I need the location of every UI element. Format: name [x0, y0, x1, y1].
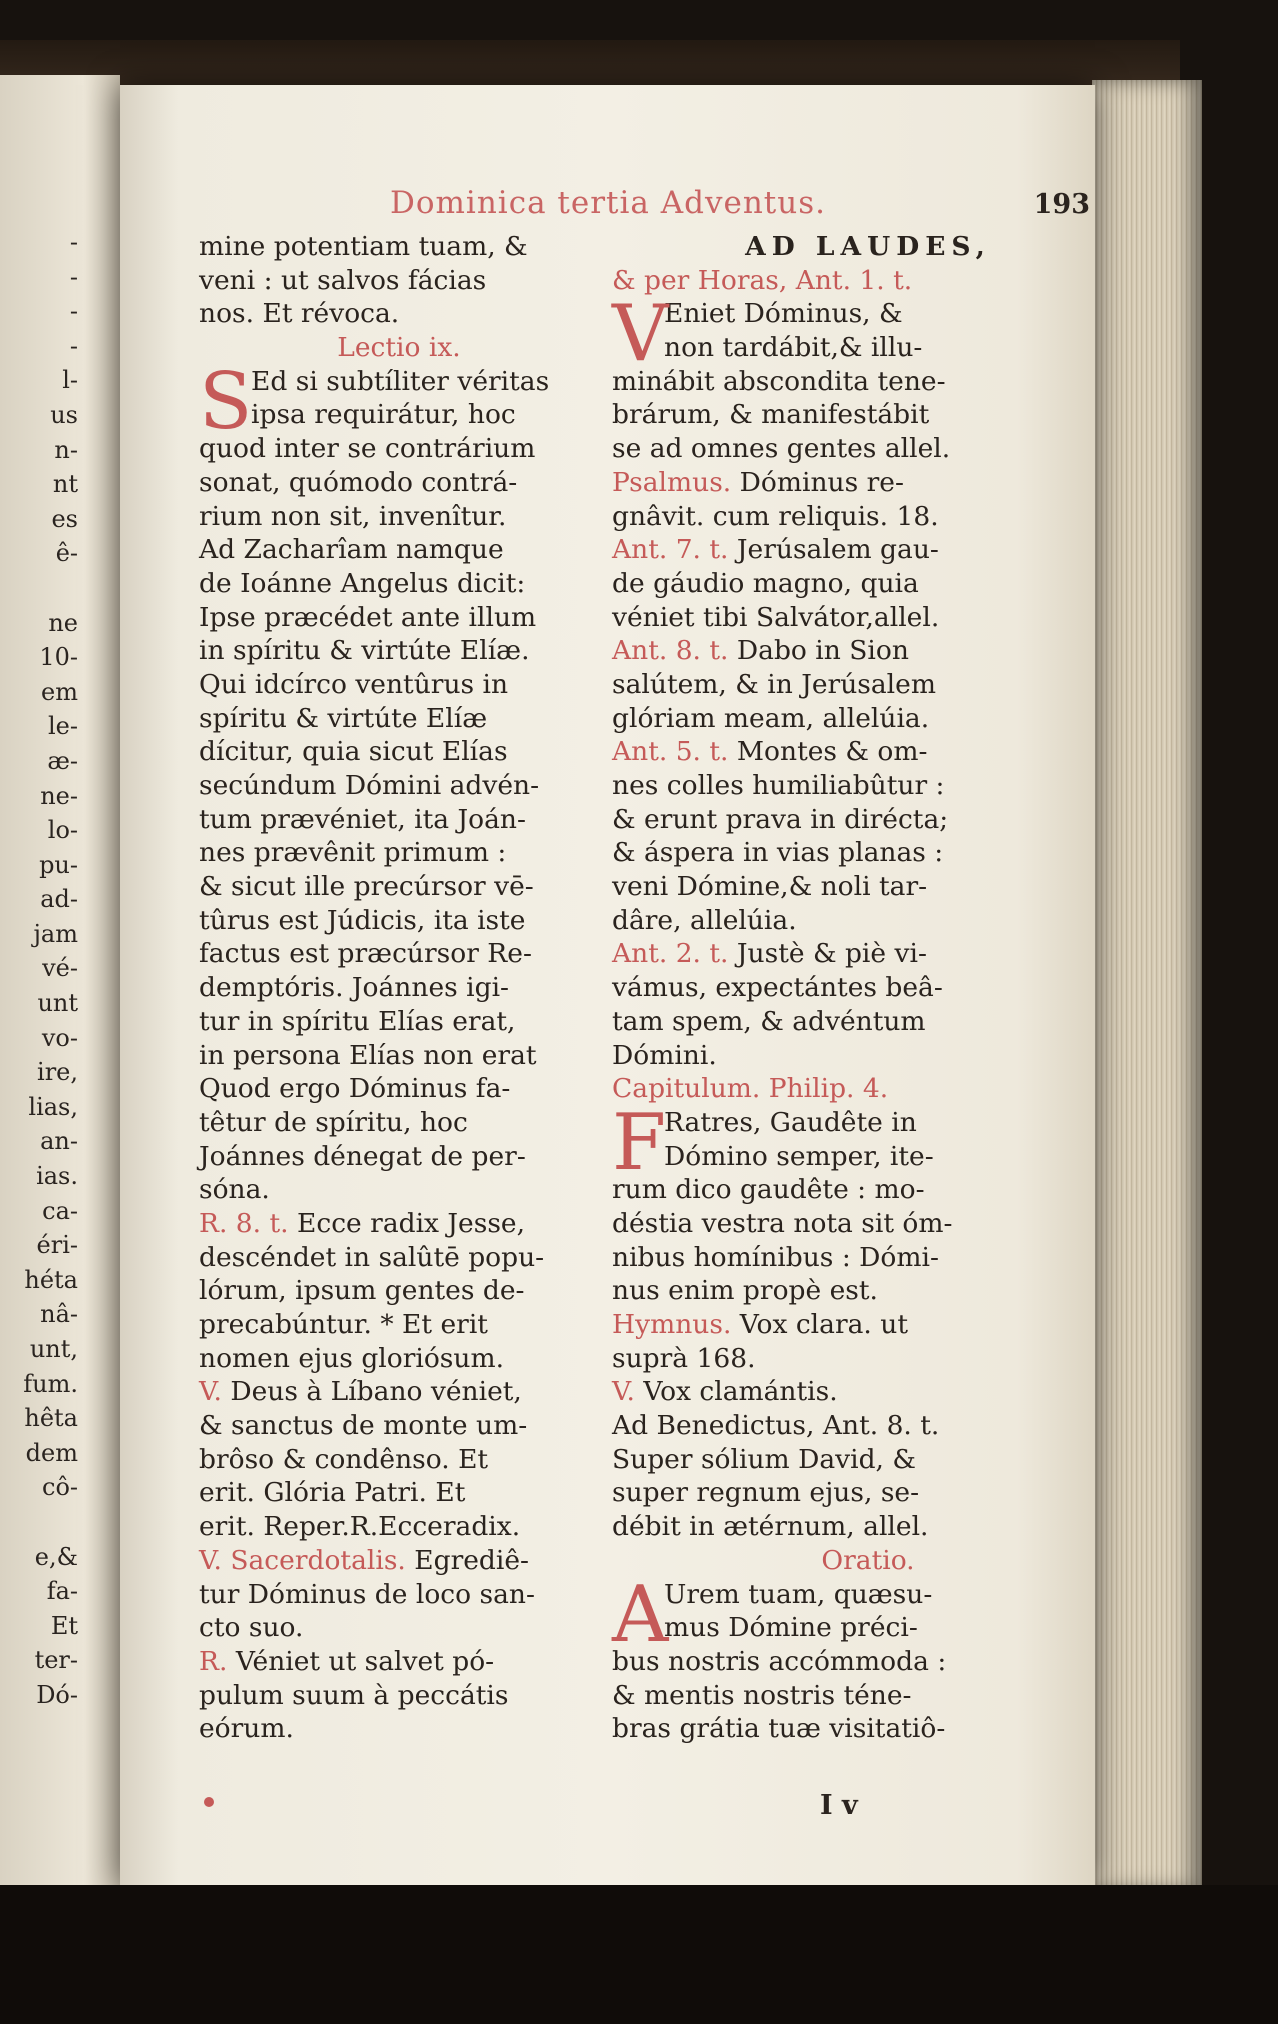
left-column-line: Lectio ix.	[337, 332, 461, 364]
left-fragment-line	[0, 571, 120, 606]
line-text: Dabo in Sion	[728, 635, 909, 667]
rubric: V.	[199, 1376, 222, 1408]
rubric-dot	[204, 1797, 214, 1807]
left-column-line: factus est præcúrsor Re-	[199, 938, 532, 970]
left-fragment-line: cô-	[42, 1473, 78, 1502]
left-page-text-fragments	[0, 225, 120, 1713]
right-column-line: dâre, allelúia.	[612, 904, 797, 936]
right-page	[120, 85, 1095, 1885]
right-column-line: vámus, expectántes beâ-	[612, 972, 943, 1004]
left-fragment-line: lo-	[47, 816, 78, 845]
right-column-line	[612, 735, 1124, 769]
left-fragment-line: ter-	[34, 1646, 78, 1675]
right-column-line	[612, 466, 1124, 500]
left-column-line	[199, 1544, 599, 1578]
line-text: Eniet Dóminus, &	[664, 298, 903, 330]
right-column-line: & mentis nostris téne-	[612, 1679, 912, 1711]
right-column-line: gnâvit. cum reliquis. 18.	[612, 500, 939, 532]
right-column-line	[612, 1308, 1124, 1342]
left-fragment-line: us	[50, 400, 78, 429]
drop-cap: A	[612, 1569, 669, 1660]
left-column-line	[199, 1207, 599, 1241]
left-column-line: brôso & condênso. Et	[199, 1443, 489, 1475]
left-column-line: cto suo.	[199, 1612, 304, 1644]
drop-cap: V	[612, 289, 669, 380]
left-column-line: demptóris. Joánnes igi-	[199, 972, 510, 1004]
right-column-line: rum dico gaudête : mo-	[612, 1174, 925, 1206]
left-fragment-line: jam	[33, 919, 78, 948]
left-column-line: veni : ut salvos fácias	[199, 264, 487, 296]
line-text: Montes & om-	[728, 736, 928, 768]
left-fragment-line: -	[69, 228, 78, 256]
left-fragment-line: em	[41, 677, 78, 706]
rubric: Ant. 2. t.	[612, 938, 729, 970]
right-column-line: Oratio.	[821, 1544, 915, 1576]
left-column-line: tûrus est Júdicis, ita iste	[199, 904, 526, 936]
left-fragment-line: es	[51, 504, 78, 533]
line-text: Deus à Líbano véniet,	[221, 1376, 522, 1408]
left-column-line: nos. Et révoca.	[199, 298, 400, 330]
right-column-line: Dómino semper, ite-	[664, 1140, 934, 1172]
right-column-line: bus nostris accómmoda :	[612, 1645, 947, 1677]
left-column-line: têtur de spíritu, hoc	[199, 1106, 468, 1138]
left-column	[199, 230, 599, 1746]
line-text: Urem tuam, quæsu-	[664, 1578, 933, 1610]
left-fragment-line: ê-	[55, 539, 78, 568]
left-column-line: & sanctus de monte um-	[199, 1410, 528, 1442]
left-fragment-line: l-	[62, 366, 78, 395]
left-column-line: eórum.	[199, 1713, 294, 1745]
line-text: Jerúsalem gau-	[728, 534, 939, 566]
left-fragment-line: fum.	[23, 1369, 78, 1398]
rubric: R.	[199, 1645, 228, 1677]
right-column-line: suprà 168.	[612, 1342, 756, 1374]
left-fragment-line	[0, 1505, 120, 1540]
right-column-line: super regnum ejus, se-	[612, 1477, 920, 1509]
left-fragment-line: Et	[50, 1611, 78, 1640]
line-text: Egrediê-	[405, 1544, 530, 1576]
right-column-line: Ad Benedictus, Ant. 8. t.	[612, 1410, 940, 1442]
right-column-line	[612, 1375, 1124, 1409]
left-fragment-line: -	[69, 331, 78, 360]
right-column-line: débit in ætérnum, allel.	[612, 1511, 929, 1543]
right-column-line: & áspera in vias planas :	[612, 837, 944, 869]
left-column-line: in persona Elías non erat	[199, 1039, 537, 1071]
left-column-line: sóna.	[199, 1174, 270, 1206]
right-column-line: nes colles humiliabûtur :	[612, 770, 945, 801]
right-column-line: bras grátia tuæ visitatiô-	[612, 1713, 946, 1745]
right-column-line: tam spem, & advéntum	[612, 1005, 926, 1037]
left-fragment-line: ire,	[37, 1058, 78, 1087]
left-column-line: quod inter se contrárium	[199, 433, 536, 465]
left-column-line: ipsa requirátur, hoc	[251, 399, 516, 431]
right-column-line: se ad omnes gentes allel.	[612, 433, 951, 465]
left-column-line: secúndum Dómini advén-	[199, 770, 540, 801]
right-column-line: non tardábit,& illu-	[664, 332, 923, 364]
rubric: Ant. 5. t.	[612, 736, 729, 768]
left-fragment-line: æ-	[47, 746, 78, 775]
left-column-line: rium non sit, invenîtur.	[199, 500, 507, 532]
left-fragment-line: Dó-	[36, 1680, 78, 1709]
left-fragment-line: ne-	[40, 781, 78, 810]
left-fragment-line: -	[69, 262, 78, 291]
right-column-line: & per Horas, Ant. 1. t.	[612, 264, 913, 296]
page-number: 193	[1033, 189, 1090, 220]
left-column-line: dícitur, quia sicut Elías	[199, 736, 508, 768]
left-fragment-line: -	[69, 297, 78, 326]
left-fragment-line: nt	[52, 470, 78, 499]
left-column-line: spíritu & virtúte Elíæ	[199, 702, 488, 734]
left-column-line: pulum suum à peccátis	[199, 1679, 509, 1711]
rubric: Psalmus.	[612, 466, 732, 498]
left-column-line: & sicut ille precúrsor vē-	[199, 871, 534, 903]
left-column-line: Quod ergo Dóminus fa-	[199, 1073, 511, 1105]
line-text: Ratres, Gaudête in	[664, 1106, 917, 1138]
left-fragment-line: lias,	[28, 1092, 78, 1121]
left-fragment-line: unt,	[29, 1335, 78, 1363]
line-text: Vox clamántis.	[634, 1376, 838, 1408]
rubric: V.	[612, 1376, 635, 1408]
drop-cap: F	[612, 1097, 667, 1188]
left-column-line: in spíritu & virtúte Elíæ.	[199, 635, 530, 667]
right-column-line: brárum, & manifestábit	[612, 399, 930, 431]
left-fragment-line: ne	[48, 608, 78, 637]
bottom-shadow	[0, 1885, 1278, 2024]
left-column-line: Joánnes dénegat de per-	[199, 1140, 526, 1172]
left-column-line: erit. Reper.R.Ecceradix.	[199, 1511, 521, 1543]
left-column-line: precabúntur. * Et erit	[199, 1309, 488, 1340]
catchword: I v	[820, 1790, 858, 1821]
left-column-line: tur Dóminus de loco san-	[199, 1578, 535, 1610]
right-column-line: véniet tibi Salvátor,allel.	[612, 601, 940, 633]
right-column-line: & erunt prava in dirécta;	[612, 803, 949, 835]
right-column-line: glóriam meam, allelúia.	[612, 702, 930, 734]
left-facing-page	[0, 75, 120, 1915]
right-column-line: Super sólium David, &	[612, 1443, 916, 1475]
left-column-line: nes prævênit primum :	[199, 837, 507, 869]
rubric: Ant. 8. t.	[612, 635, 729, 667]
left-fragment-line: le-	[48, 712, 78, 741]
left-column-line: sonat, quómodo contrá-	[199, 466, 518, 498]
line-text: Vox clara. ut	[731, 1309, 908, 1340]
left-column-line: nomen ejus gloriósum.	[199, 1342, 505, 1374]
drop-cap: S	[199, 356, 253, 447]
left-fragment-line: ad-	[40, 885, 78, 914]
right-column-line: mus Dómine préci-	[664, 1612, 918, 1644]
left-column-line: erit. Glória Patri. Et	[199, 1477, 466, 1509]
left-column-line: Qui idcírco ventûrus in	[199, 668, 509, 700]
left-column-line	[199, 1375, 599, 1409]
right-column-line	[612, 937, 1124, 971]
left-fragment-line: unt	[37, 989, 78, 1018]
left-fragment-line: nâ-	[40, 1300, 78, 1329]
right-column-line: veni Dómine,& noli tar-	[612, 871, 928, 903]
left-fragment-line: pu-	[39, 850, 78, 879]
right-column-line: nibus homínibus : Dómi-	[612, 1241, 939, 1273]
rubric: R. 8. t.	[199, 1207, 289, 1239]
line-text: Dóminus re-	[731, 466, 904, 498]
left-column-line: tum prævéniet, ita Joán-	[199, 803, 526, 835]
left-fragment-line: n-	[54, 435, 78, 464]
left-column-line: tur in spíritu Elías erat,	[199, 1005, 516, 1037]
right-column-line: Dómini.	[612, 1039, 717, 1071]
right-column	[612, 230, 1124, 1746]
rubric: Hymnus.	[612, 1309, 732, 1340]
left-fragment-line: ca-	[42, 1196, 78, 1225]
right-column-line: salútem, & in Jerúsalem	[612, 668, 936, 700]
line-text: Ecce radix Jesse,	[288, 1207, 526, 1239]
left-column-line: mine potentiam tuam, &	[199, 231, 528, 262]
running-head: Dominica tertia Adventus.	[390, 185, 826, 221]
left-column-line: Ipse præcédet ante illum	[199, 601, 537, 633]
right-column-line: minábit abscondita tene-	[612, 365, 946, 397]
left-fragment-line: vo-	[41, 1023, 78, 1052]
right-column-line	[612, 533, 1124, 567]
left-fragment-line: e,&	[34, 1542, 78, 1571]
left-fragment-line: héta	[24, 1265, 78, 1294]
right-column-line: AD LAUDES,	[745, 231, 991, 262]
right-column-line: de gáudio magno, quia	[612, 567, 919, 599]
left-fragment-line: hêta	[24, 1404, 78, 1433]
right-column-line: nus enim propè est.	[612, 1275, 878, 1307]
left-fragment-line: 10-	[39, 643, 78, 672]
rubric: Ant. 7. t.	[612, 534, 729, 566]
left-fragment-line: vé-	[42, 954, 78, 983]
left-fragment-line: éri-	[36, 1231, 78, 1260]
left-column-line: descéndet in salûtē popu-	[199, 1241, 545, 1273]
rubric: V. Sacerdotalis.	[199, 1544, 406, 1576]
left-fragment-line: ias.	[36, 1162, 78, 1191]
left-column-line: Ad Zacharîam namque	[199, 534, 504, 566]
right-column-line: déstia vestra nota sit óm-	[612, 1207, 953, 1239]
left-column-line: lórum, ipsum gentes de-	[199, 1275, 525, 1307]
right-column-line	[612, 634, 1124, 668]
right-column-line: Capitulum. Philip. 4.	[612, 1073, 889, 1105]
left-column-line: de Ioánne Angelus dicit:	[199, 567, 526, 599]
left-fragment-line: dem	[25, 1438, 78, 1467]
line-text: Véniet ut salvet pó-	[227, 1645, 495, 1677]
left-fragment-line: an-	[40, 1127, 78, 1156]
page-header	[390, 185, 1090, 231]
left-fragment-line: fa-	[46, 1577, 78, 1606]
left-column-line	[199, 1645, 599, 1679]
line-text: Justè & piè vi-	[728, 938, 927, 970]
line-text: Ed si subtíliter véritas	[251, 365, 550, 397]
